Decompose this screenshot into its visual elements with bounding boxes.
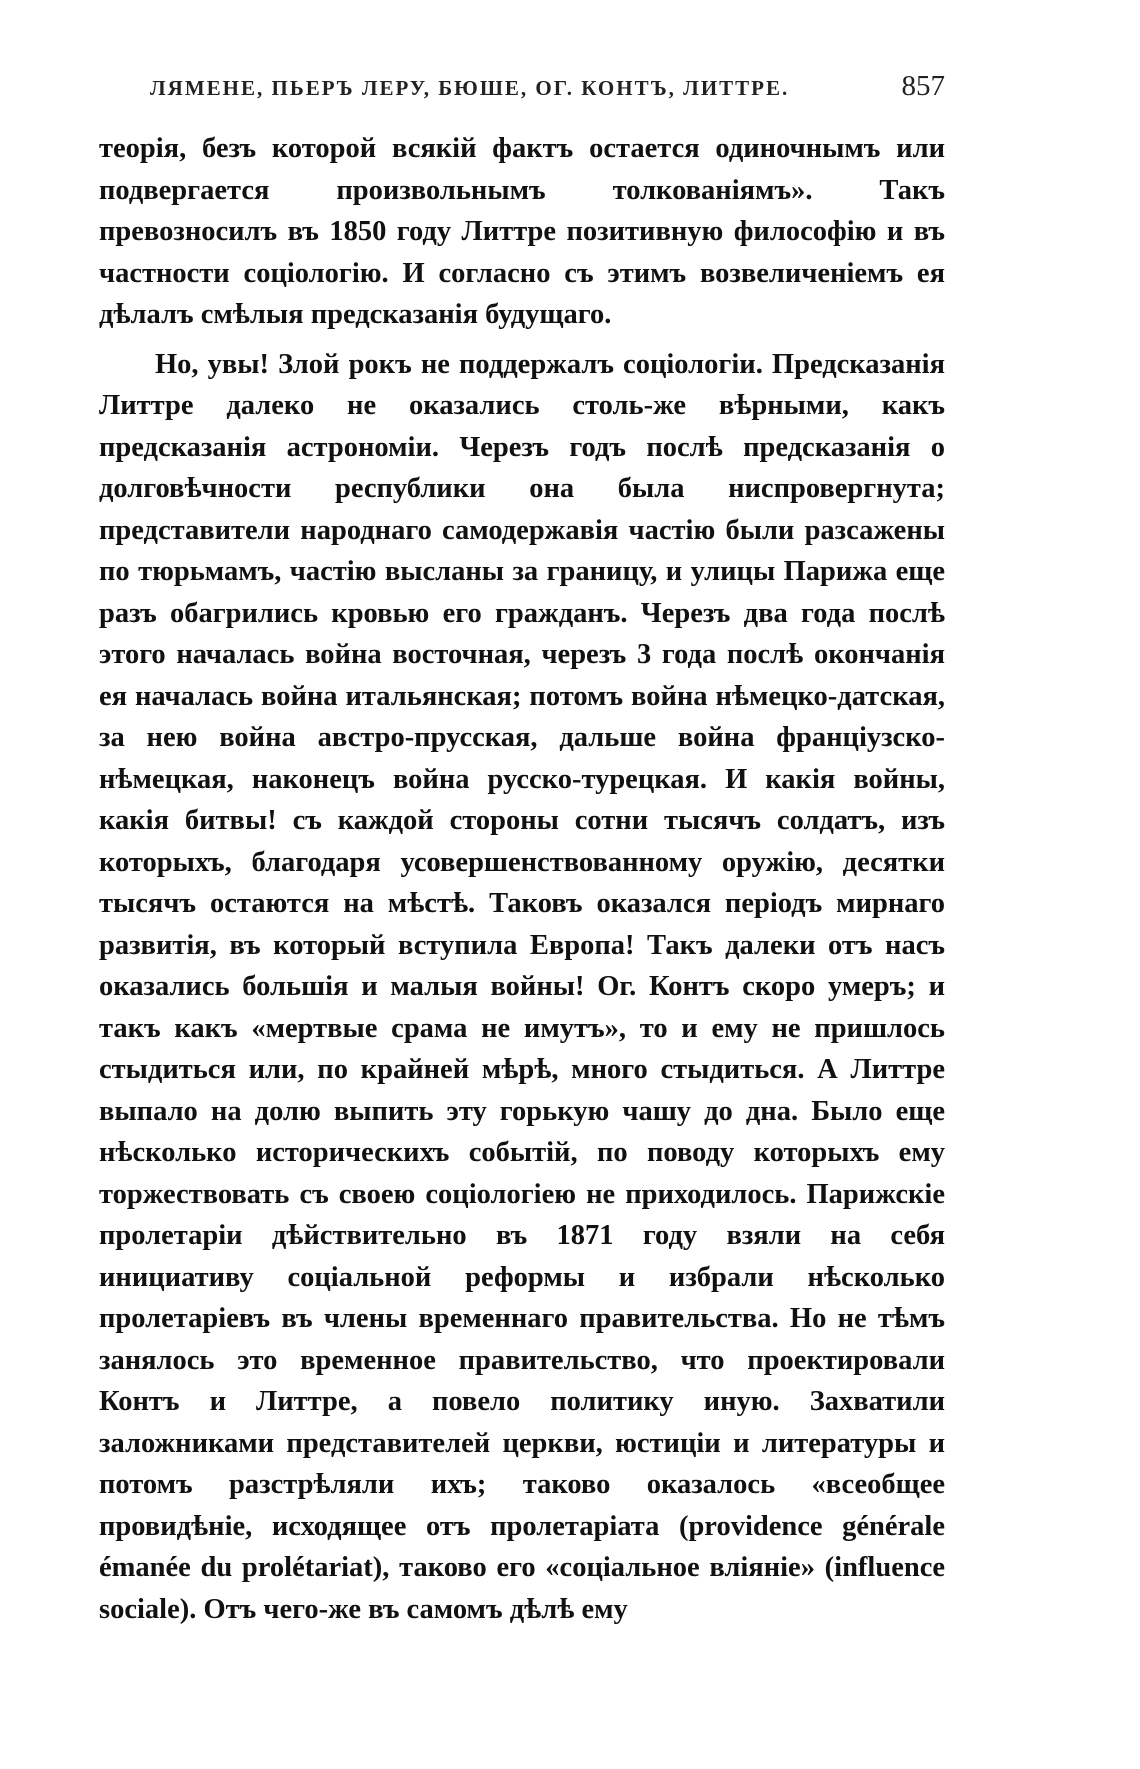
running-head [150,70,945,110]
paragraph: Но, увы! Злой рокъ не поддержалъ соціологіи. Предсказанія Литтре далеко не оказались столь-же вѣрными, какъ предсказанія астрономіи. Черезъ годъ послѣ предсказанія о долговѣчности республики она была ниспровергнута; представители народнаго самодержавія частію были разсажены по тюрьмамъ, частію высланы за границу, и улицы Парижа еще разъ обагрились кровью его гражданъ. Черезъ два года послѣ этого началась война восточная, черезъ 3 года послѣ окончанія ея началась война итальянская; потомъ война нѣмецко-датская, за нею война австро-прусская, дальше война франціузско-нѣмецкая, наконецъ война русско-турецкая. И какія войны, какія битвы! съ каждой стороны сотни тысячъ солдатъ, изъ которыхъ, благодаря усовершенствованному оружію, десятки тысячъ остаются на мѣстѣ. Таковъ оказался періодъ мирнаго развитія, въ который вступила Европа! Такъ далеки отъ насъ оказались большія и малыя войны! Ог. Контъ скоро умеръ; и такъ какъ «мертвые срама не имутъ», то и ему не пришлось стыдиться или, по крайней мѣрѣ, много стыдиться. А Литтре выпало на долю выпить эту горькую чашу до дна. Было еще нѣсколько историческихъ событій, по поводу которыхъ ему торжествовать съ своею соціологіею не приходилось. Парижскіе пролетаріи дѣйствительно въ 1871 году взяли на себя инициативу соціальной реформы и избрали нѣсколько пролетаріевъ въ члены временнаго правительства. Но не тѣмъ занялось это временное правительство, что проектировали Контъ и Литтре, а повело политику иную. Захватили заложниками представителей церкви, юстиціи и литературы и потомъ разстрѣляли ихъ; таково оказалось «всеобщее провидѣніе, исходящее отъ пролетаріата (providence générale émanée du prolétariat), таково его «соціальное вліяніе» (influence sociale). Отъ чего-же въ самомъ дѣлѣ ему [99,348,945,1625]
body-text [99,128,945,1630]
page-number: 857 [901,70,945,102]
paragraph-continued: теорія, безъ которой всякій фактъ остается одиночнымъ или подвергается произвольнымъ толкованіямъ». Такъ превозносилъ въ 1850 году Литтре позитивную философію и въ частности соціологію. И согласно съ этимъ возвеличеніемъ ея дѣлалъ смѣлыя предсказанія будущаго. [99,133,945,330]
running-title: ЛЯМЕНЕ, ПЬЕРЪ ЛЕРУ, БЮШЕ, ОГ. КОНТЪ, ЛИТТРЕ. [150,76,790,100]
